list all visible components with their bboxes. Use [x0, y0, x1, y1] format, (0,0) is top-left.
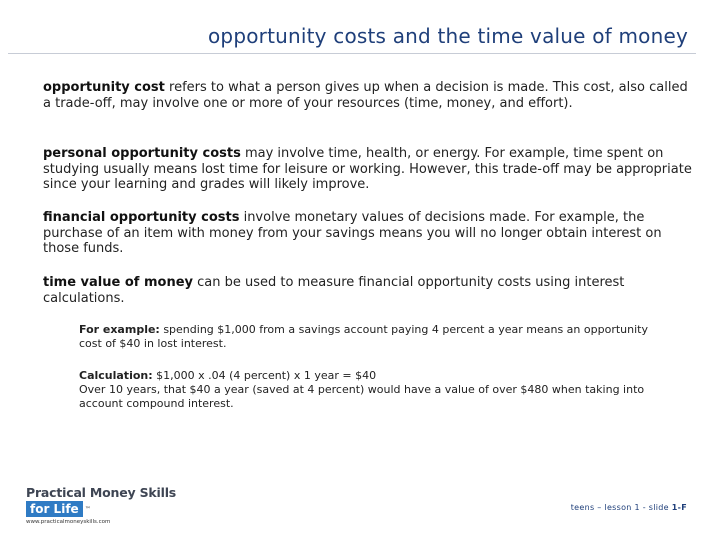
- definition-opportunity-cost: refers to what a person gives up when a decision is made. This cost, also called a trade-off, may involve one or more of your resources (time, money, and effort).: [43, 80, 688, 111]
- logo-name: Practical Money Skills: [26, 485, 177, 500]
- paragraph-time-value-of-money: [43, 275, 693, 306]
- example-block: [79, 323, 649, 351]
- slide-title: opportunity costs and the time value of money: [207, 24, 688, 48]
- logo-row: [26, 501, 156, 517]
- title-divider: [8, 53, 696, 54]
- definition-personal-opportunity-costs: may involve time, health, or energy. For example, time spent on studying usually means lost time for leisure or working. However, this trade-off may be appropriate since your learning and grades will likely improve.: [43, 146, 692, 192]
- footer-lesson: teens – lesson 1 - slide: [570, 503, 672, 512]
- term-time-value-of-money: time value of money: [43, 275, 193, 290]
- calculation-compound-text: Over 10 years, that $40 a year (saved at 4 percent) would have a value of over $480 when taking into account compound interest.: [79, 383, 645, 410]
- calculation-block: [79, 369, 649, 411]
- logo-trademark: ™: [84, 505, 91, 513]
- example-label: For example:: [79, 323, 160, 336]
- example-text: spending $1,000 from a savings account paying 4 percent a year means an opportunity cost of $40 in lost interest.: [79, 323, 648, 350]
- practical-money-skills-logo: [26, 485, 177, 527]
- logo-for-life-badge: for Life: [26, 501, 83, 517]
- paragraph-financial-opportunity-costs: [43, 210, 693, 257]
- calculation-label: Calculation:: [79, 369, 153, 382]
- paragraph-personal-opportunity-costs: [43, 146, 693, 193]
- term-personal-opportunity-costs: personal opportunity costs: [43, 146, 241, 161]
- term-financial-opportunity-costs: financial opportunity costs: [43, 210, 240, 225]
- term-opportunity-cost: opportunity cost: [43, 80, 165, 95]
- footer-slide-number: 1-F: [671, 503, 687, 512]
- definition-time-value-of-money: can be used to measure financial opportunity costs using interest calculations.: [43, 275, 625, 306]
- logo-url: www.practicalmoneyskills.com: [26, 519, 111, 525]
- definition-financial-opportunity-costs: involve monetary values of decisions made. For example, the purchase of an item with money from your savings means you will no longer obtain interest on those funds.: [43, 210, 662, 256]
- calculation-text: $1,000 x .04 (4 percent) x 1 year = $40: [152, 369, 377, 382]
- paragraph-opportunity-cost: [43, 80, 693, 111]
- slide-footer: [571, 503, 687, 512]
